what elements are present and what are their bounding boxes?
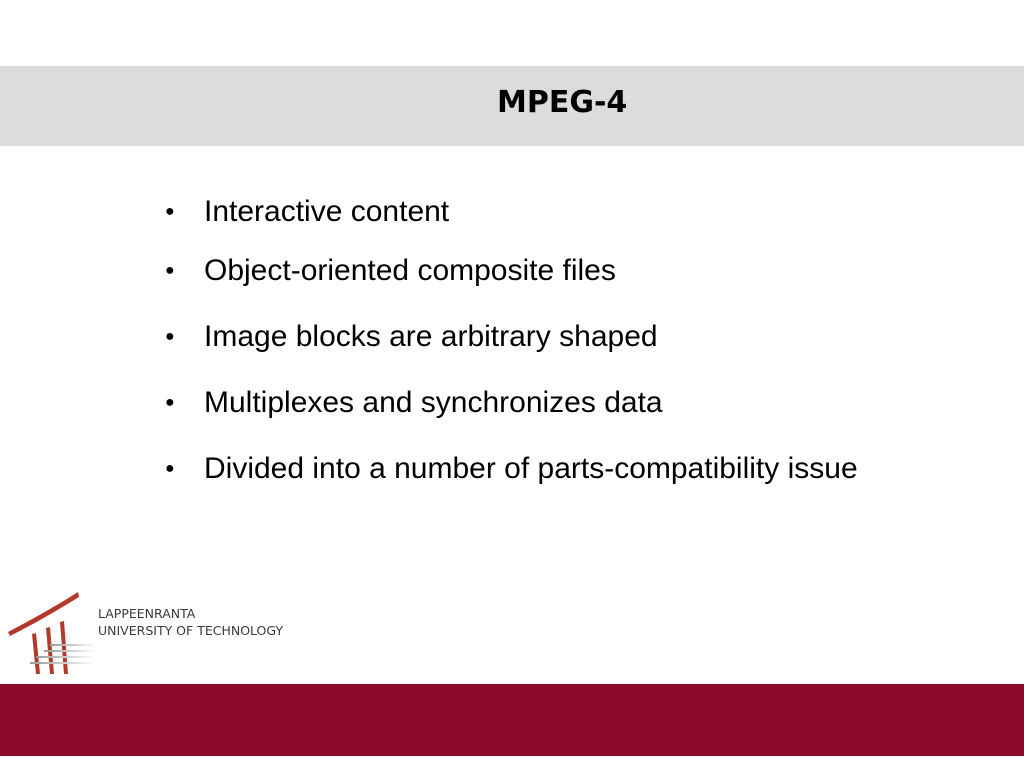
- bullet-text: Divided into a number of parts-compatibility issue: [204, 452, 858, 485]
- logo-line1: LAPPEENRANTA: [98, 606, 196, 621]
- bullet-text: Object-oriented composite files: [204, 254, 616, 287]
- logo-line2: UNIVERSITY OF TECHNOLOGY: [98, 623, 284, 638]
- university-logo: [6, 588, 298, 678]
- lut-logo-icon: [6, 588, 96, 678]
- bullet-text: Interactive content: [204, 195, 450, 228]
- bullet-text: Image blocks are arbitrary shaped: [204, 320, 658, 353]
- bullet-icon: ●: [165, 394, 175, 411]
- slide-title: MPEG-4: [497, 85, 628, 120]
- bullet-icon: ●: [165, 328, 175, 345]
- bullet-icon: ●: [165, 460, 175, 477]
- bullet-icon: ●: [165, 262, 175, 279]
- bullet-text: Multiplexes and synchronizes data: [204, 386, 663, 419]
- bullet-icon: ●: [165, 203, 175, 220]
- footer-band: [0, 684, 1024, 756]
